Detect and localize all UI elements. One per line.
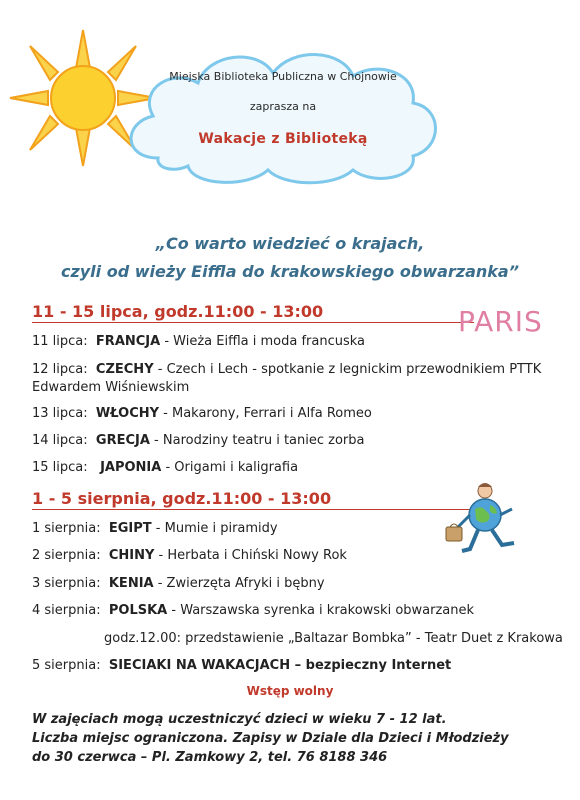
free-entry: Wstęp wolny (246, 684, 334, 698)
schedule-item: 4 sierpnia: POLSKA - Warszawska syrenka i krakowski obwarzanek (32, 603, 475, 618)
schedule-item: 13 lipca: WŁOCHY - Makarony, Ferrari i Alfa Romeo (32, 406, 372, 421)
section-heading-august: 1 - 5 sierpnia, godz.11:00 - 13:00 (32, 489, 474, 510)
globe-traveller-icon (440, 475, 530, 565)
cloud-shape (118, 38, 448, 188)
footer-note: Liczba miejsc ograniczona. Zapisy w Dziale dla Dzieci i Młodzieży (32, 731, 509, 746)
schedule-item: 12 lipca: CZECHY - Czech i Lech - spotkanie z legnickim przewodnikiem PTTK (32, 362, 542, 377)
footer-note: W zajęciach mogą uczestniczyć dzieci w wieku 7 - 12 lat. (32, 712, 447, 727)
footer-note: do 30 czerwca – Pl. Zamkowy 2, tel. 76 8188 346 (32, 750, 388, 765)
schedule-extra: godz.12.00: przedstawienie „Baltazar Bombka” - Teatr Duet z Krakowa (104, 631, 563, 646)
paris-logo: PARIS (458, 305, 543, 338)
event-title: Wakacje z Biblioteką (198, 131, 368, 147)
schedule-item: 11 lipca: FRANCJA - Wieża Eiffla i moda francuska (32, 334, 366, 349)
schedule-item-continuation: Edwardem Wiśniewskim (32, 380, 190, 395)
library-name: Miejska Biblioteka Publiczna w Chojnowie (169, 70, 397, 83)
subtitle-line-1: „Co warto wiedzieć o krajach, (155, 234, 425, 253)
invites-text: zaprasza na (249, 100, 317, 113)
subtitle-line-2: czyli od wieży Eiffla do krakowskiego obwarzanka” (60, 262, 520, 281)
section-heading-july: 11 - 15 lipca, godz.11:00 - 13:00 (32, 302, 474, 323)
schedule-item: 2 sierpnia: CHINY - Herbata i Chiński Nowy Rok (32, 548, 347, 563)
schedule-item: 1 sierpnia: EGIPT - Mumie i piramidy (32, 521, 278, 536)
schedule-item: 14 lipca: GRECJA - Narodziny teatru i taniec zorba (32, 433, 365, 448)
schedule-item: 3 sierpnia: KENIA - Zwierzęta Afryki i bębny (32, 576, 325, 591)
schedule-item: 5 sierpnia: SIECIAKI NA WAKACJACH – bezpieczny Internet (32, 658, 452, 673)
schedule-item: 15 lipca: JAPONIA - Origami i kaligrafia (32, 460, 299, 475)
